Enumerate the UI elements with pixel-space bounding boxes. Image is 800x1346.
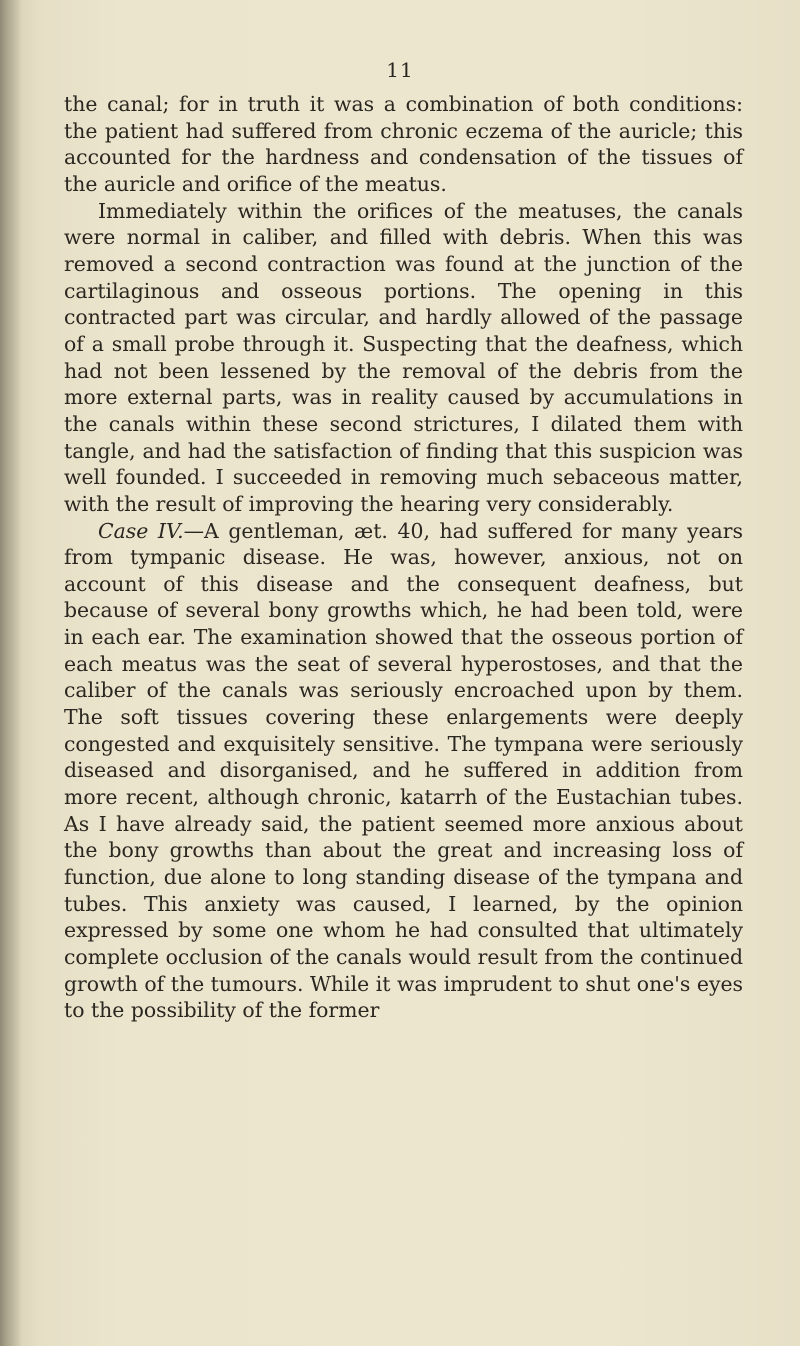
paragraph-2: Immediately within the orifices of the meatuses, the canals were normal in caliber, and filled with debris. When this was removed a second contraction was found at the junction of the cartilaginous and osseous portions. The opening in this contracted part was circular, and hardly allowed of the passage of a small probe through it. Suspecting that the deafness, which had not been lessened by the removal of the debris from the more external parts, was in reality caused by accumulations in the canals within these second strictures, I dilated them with tangle, and had the satisfaction of finding that this suspicion was well founded. I succeeded in removing much sebaceous matter, with the result of improving the hearing very considerably. bbox=[64, 198, 743, 516]
page-number: 11 bbox=[386, 58, 414, 82]
paragraph-1: the canal; for in truth it was a combination of both conditions: the patient had suffered from chronic eczema of the auricle; this accounted for the hardness and condensation of the tissues of the auricle and orifice of the meatus. bbox=[64, 92, 743, 196]
binding-gutter-shadow bbox=[0, 0, 22, 1346]
paragraph-3-text: —A gentleman, æt. 40, had suffered for many years from tympanic disease. He was, however, anxious, not on account of this disease and the consequent deafness, but because of several bony growths which, he had been told, were in each ear. The examination showed that the osseous portion of each meatus was the seat of several hyperostoses, and that the caliber of the canals was seriously encroached upon by them. The soft tissues covering these enlargements were deeply congested and exquisitely sensitive. The tympana were seriously diseased and disorganised, and he suffered in addition from more recent, although chronic, katarrh of the Eustachian tubes. As I have already said, the patient seemed more anxious about the bony growths than about the great and increasing loss of function, due alone to long standing disease of the tympana and tubes. This anxiety was caused, I learned, by the opinion expressed by some one whom he had consulted that ultimately complete occlusion of the canals would result from the continued growth of the tumours. While it was imprudent to shut one's eyes to the possibility of the former bbox=[64, 518, 743, 1023]
case-label: Case IV. bbox=[98, 518, 184, 543]
paragraph-3 bbox=[64, 518, 743, 1024]
body-text bbox=[64, 91, 743, 1024]
